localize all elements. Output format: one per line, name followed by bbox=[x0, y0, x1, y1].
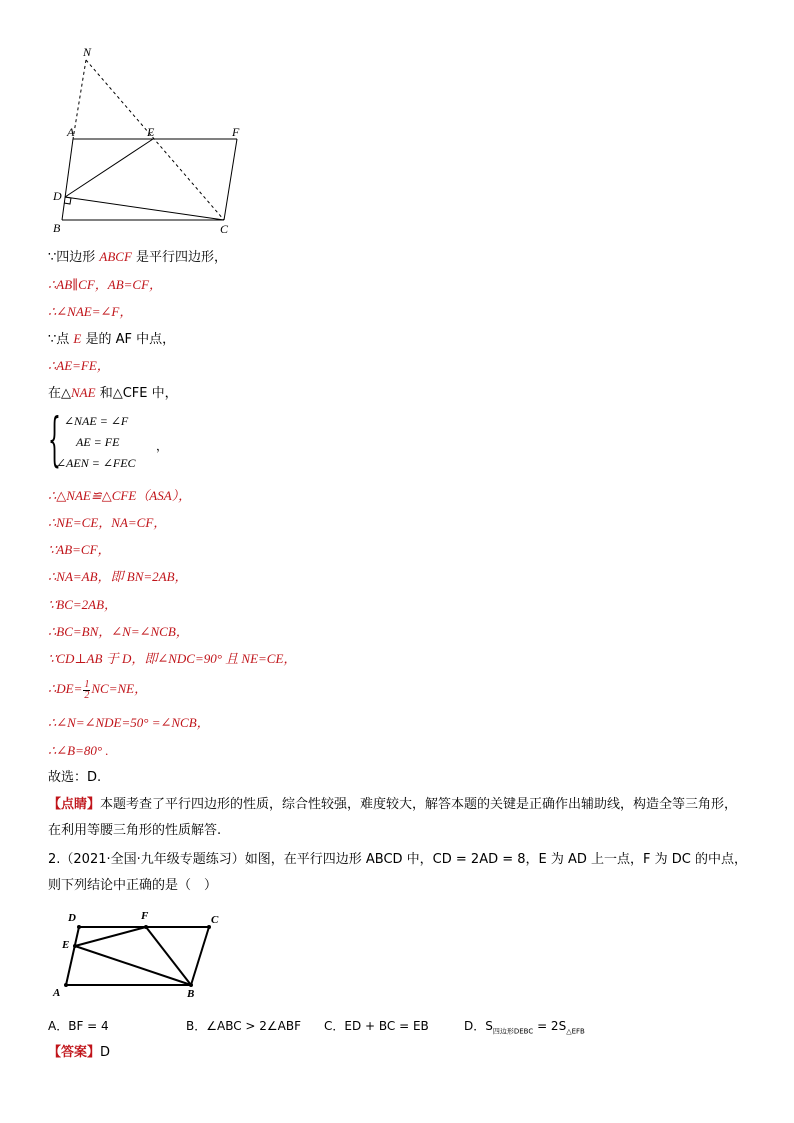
system-brace: { bbox=[48, 405, 61, 473]
comment-paragraph bbox=[48, 792, 748, 844]
proof-line-1-post: 是平行四边形， bbox=[131, 250, 228, 265]
option-c[interactable]: C．ED + BC = EB bbox=[324, 1019, 429, 1033]
segment-DC bbox=[65, 197, 224, 220]
proof-line-de bbox=[48, 678, 147, 701]
proof-line-4 bbox=[48, 331, 175, 348]
system-row-3: ∠AEN = ∠FEC bbox=[56, 456, 136, 470]
proof-line-6-pre: 在△ bbox=[48, 386, 71, 401]
proof-line-4-pre: ∵点 bbox=[48, 332, 74, 347]
option-d-sub1: 四边形DEBC bbox=[492, 1027, 534, 1036]
answer-line bbox=[48, 1045, 110, 1061]
option-a[interactable]: A．BF = 4 bbox=[48, 1019, 109, 1033]
proof-line-12: ∴BC=BN，∠N=∠NCB， bbox=[48, 624, 189, 639]
equation-system bbox=[48, 405, 208, 474]
segment-NA bbox=[73, 60, 86, 139]
choice-line: 故选：D. bbox=[48, 770, 102, 785]
proof-line-8: ∴NE=CE，NA=CF， bbox=[48, 515, 167, 530]
label-D: D bbox=[53, 189, 62, 203]
question-2-stem: 2.（2021·全国·九年级专题练习）如图，在平行四边形 ABCD 中，CD = 2AD = 8，E 为 AD 上一点，F 为 DC 的中点，则下列结论中正确的是（ ） bbox=[48, 852, 748, 893]
option-b[interactable]: B．∠ABC > 2∠ABF bbox=[186, 1019, 302, 1033]
fraction-denominator: 2 bbox=[84, 689, 90, 701]
segment-EB bbox=[75, 946, 191, 985]
segment-DE bbox=[65, 139, 153, 197]
proof-line-1 bbox=[48, 249, 227, 266]
segment-FC bbox=[224, 139, 237, 220]
proof-line-5: ∴AE=FE， bbox=[48, 358, 110, 373]
proof-line-6-math: NAE bbox=[71, 385, 96, 400]
proof-line-9: ∵AB=CF， bbox=[48, 542, 111, 557]
de-line-pre: ∴DE= bbox=[48, 681, 83, 696]
proof-line-1-math: ABCF bbox=[99, 249, 132, 264]
segment-AB bbox=[62, 139, 73, 220]
option-d-pre: D．S bbox=[464, 1019, 493, 1033]
system-row-2: AE = FE bbox=[76, 435, 120, 449]
label-N: N bbox=[83, 45, 92, 59]
fraction-numerator: 1 bbox=[84, 678, 90, 690]
label-B: B bbox=[187, 988, 195, 1000]
proof-line-2: ∴AB∥CF，AB=CF， bbox=[48, 277, 163, 292]
comment-tag: 【点睛】 bbox=[48, 797, 101, 812]
proof-line-15: ∴∠N=∠NDE=50° =∠NCB， bbox=[48, 715, 210, 730]
label-A: A bbox=[67, 125, 75, 139]
figure-parallelogram-abcd bbox=[44, 905, 224, 1000]
proof-line-6-post: 和△CFE 中， bbox=[95, 386, 178, 401]
system-trailing-comma: ， bbox=[156, 439, 169, 453]
proof-line-13: ∵CD⊥AB 于 D，即∠NDC=90° 且 NE=CE， bbox=[48, 651, 297, 666]
segment-FB bbox=[146, 927, 191, 985]
answer-value: D bbox=[100, 1045, 111, 1060]
de-line-post: NC=NE， bbox=[91, 681, 148, 696]
option-d-mid: = 2S bbox=[533, 1019, 567, 1033]
label-D: D bbox=[68, 912, 76, 924]
proof-line-4-math: E bbox=[73, 331, 82, 346]
label-E: E bbox=[62, 939, 70, 951]
proof-line-3: ∴∠NAE=∠F， bbox=[48, 304, 133, 319]
label-A: A bbox=[53, 987, 61, 999]
segment-BC bbox=[191, 927, 209, 985]
label-B: B bbox=[53, 221, 61, 235]
option-d[interactable] bbox=[464, 1017, 585, 1036]
label-F: F bbox=[141, 910, 149, 922]
option-d-sub2: △EFB bbox=[566, 1027, 585, 1036]
proof-line-6 bbox=[48, 385, 178, 402]
proof-line-11: ∵BC=2AB， bbox=[48, 597, 118, 612]
label-E: E bbox=[147, 125, 155, 139]
segment-NC bbox=[86, 60, 224, 220]
label-C: C bbox=[220, 222, 229, 236]
label-C: C bbox=[211, 914, 219, 926]
figure-parallelogram-abcf bbox=[50, 42, 250, 237]
segment-AD bbox=[66, 927, 79, 985]
proof-line-16: ∴∠B=80° . bbox=[48, 743, 109, 758]
proof-line-7: ∴△NAE≌△CFE（ASA）， bbox=[48, 488, 192, 503]
proof-line-1-pre: ∵四边形 bbox=[48, 250, 100, 265]
proof-line-10: ∴NA=AB，即 BN=2AB， bbox=[48, 569, 188, 584]
fraction-one-half bbox=[83, 680, 90, 701]
proof-line-4-post: 是的 AF 中点， bbox=[81, 332, 176, 347]
answer-tag: 【答案】 bbox=[48, 1045, 101, 1060]
system-row-1: ∠NAE = ∠F bbox=[64, 414, 129, 428]
comment-text: 本题考查了平行四边形的性质，综合性较强，难度较大，解答本题的关键是正确作出辅助线，构造全等三角形，在利用等腰三角形的性质解答. bbox=[48, 797, 738, 838]
label-F: F bbox=[232, 125, 240, 139]
segment-EF bbox=[75, 927, 146, 946]
